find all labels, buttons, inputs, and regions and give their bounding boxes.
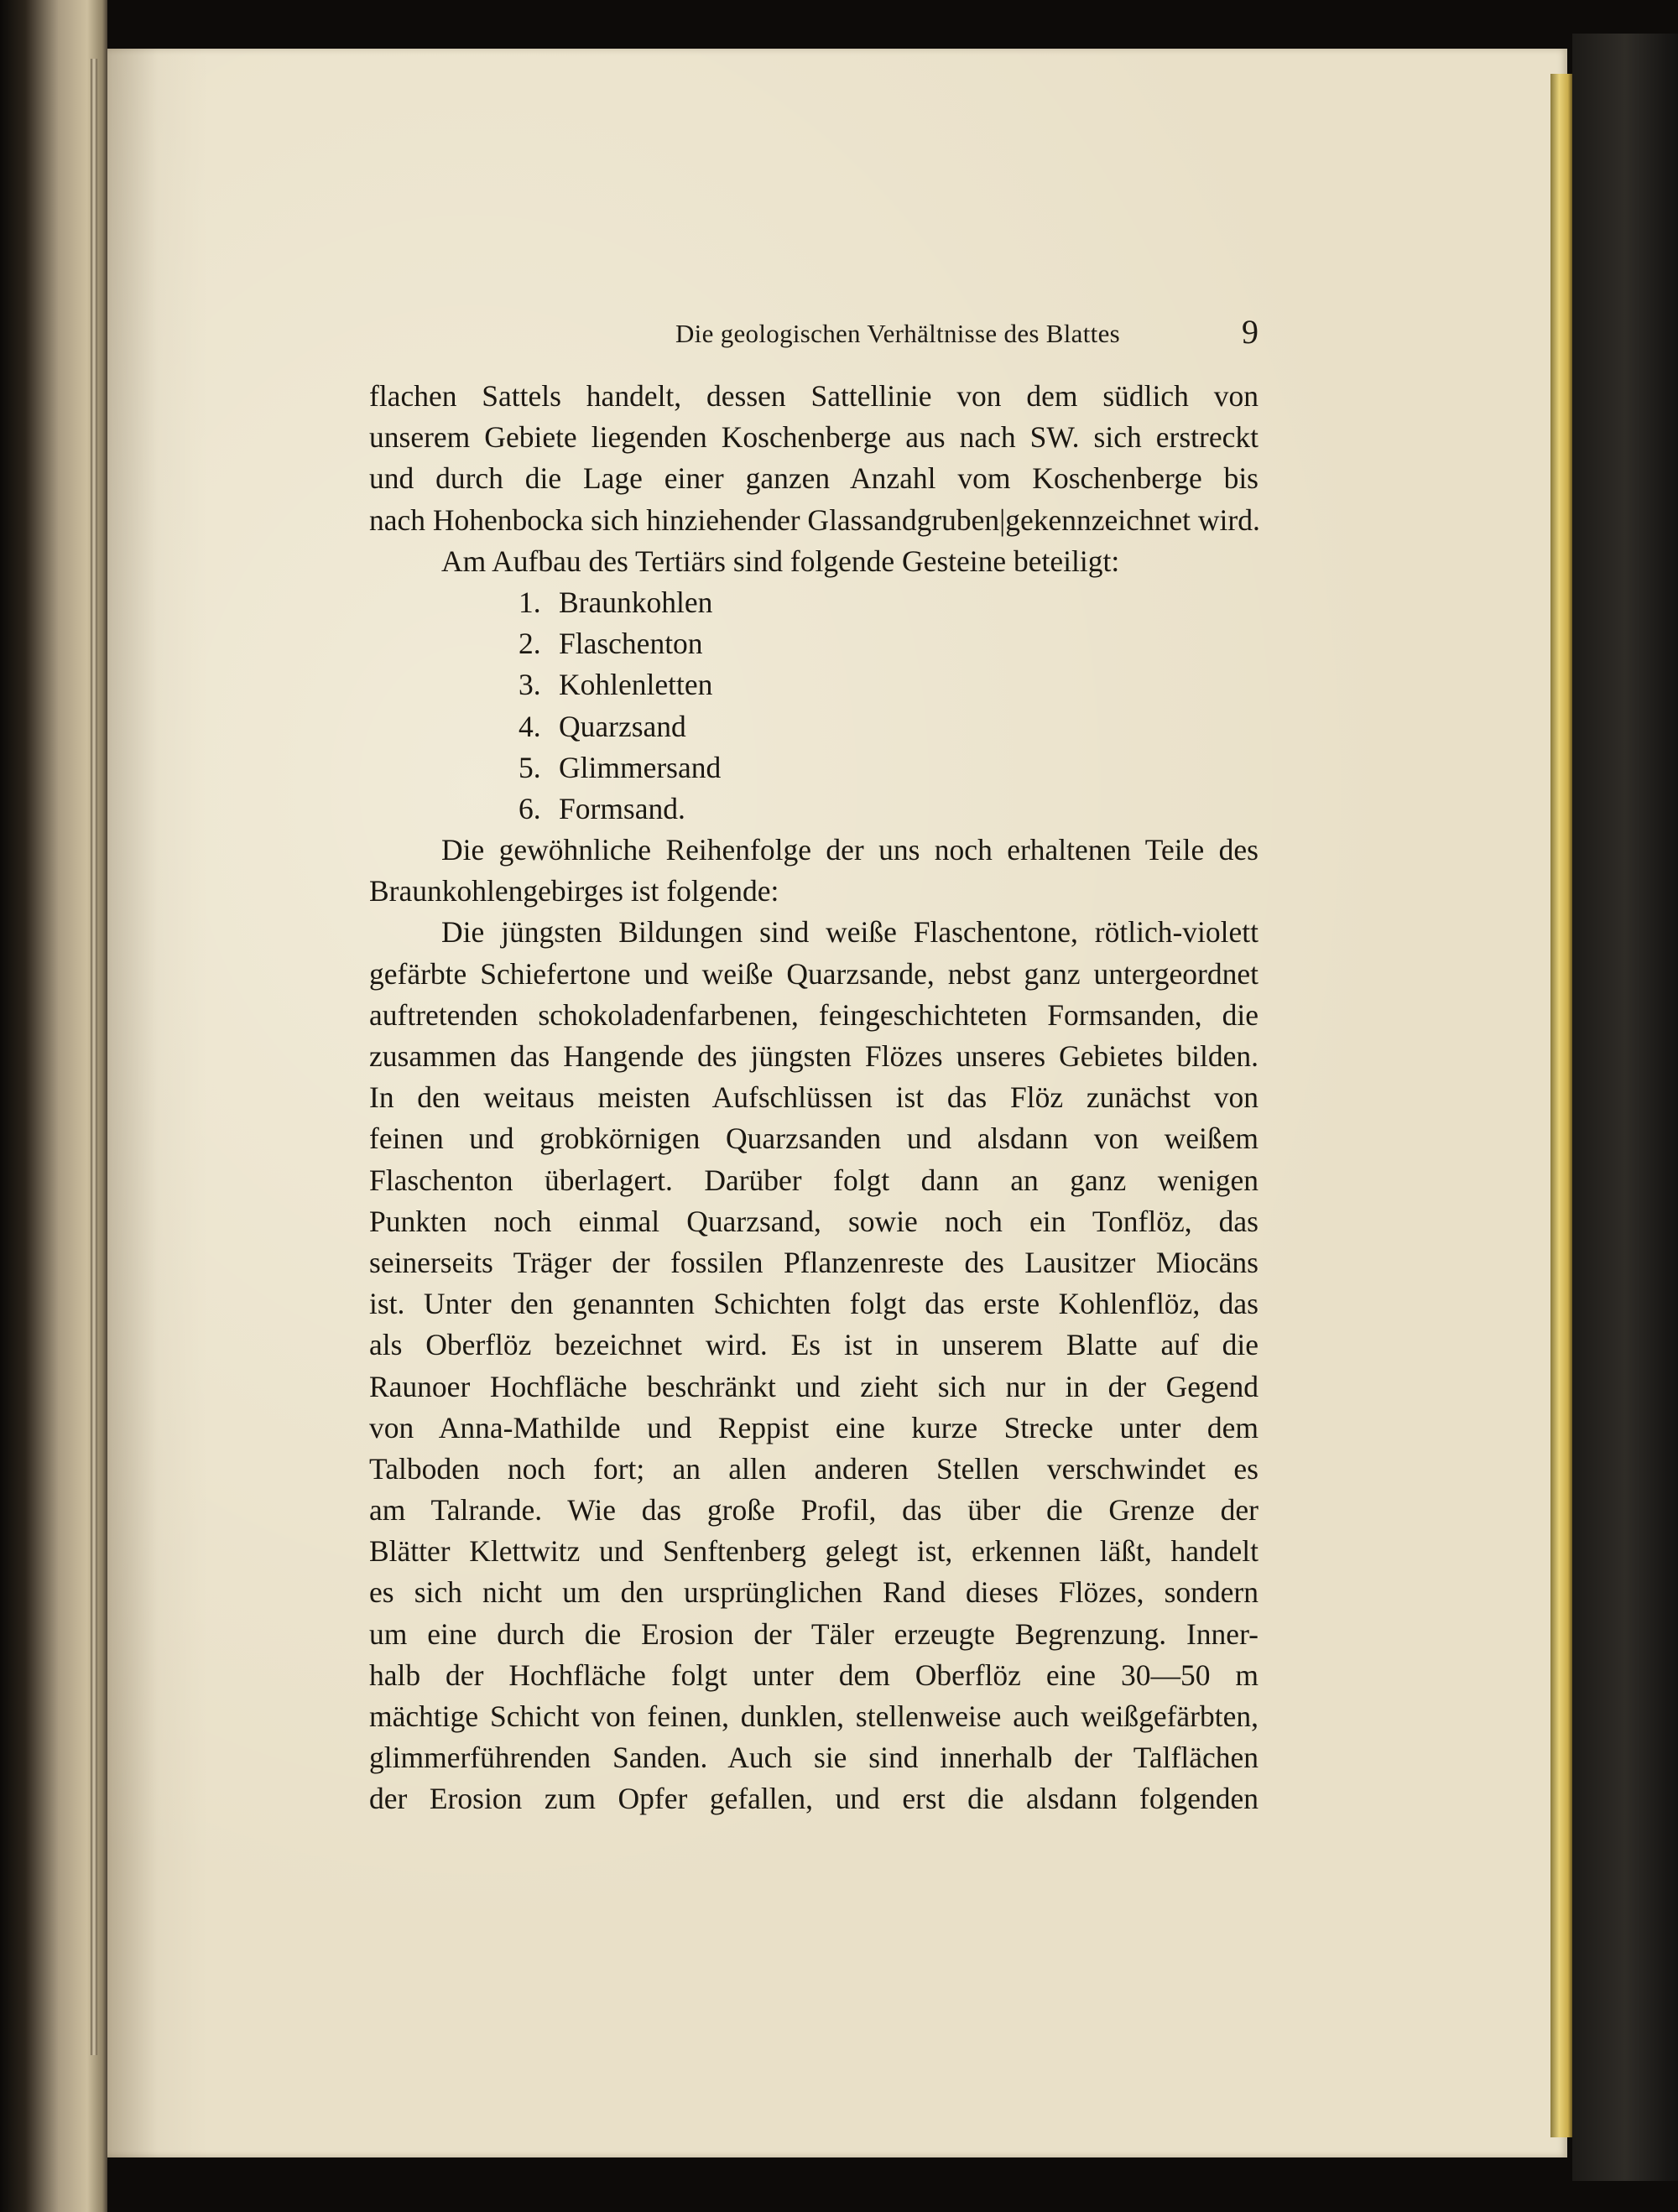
list-number: 6.	[519, 791, 541, 825]
text-line: Am Aufbau des Tertiärs sind folgende Gesteine beteiligt:	[441, 544, 1120, 578]
text-line: ist. Unter den genannten Schichten folgt das erste Kohlenflöz, das	[369, 1287, 1258, 1321]
text-line: unserem Gebiete liegenden Koschenberge aus nach SW. sich erstreckt	[369, 420, 1258, 455]
list-label: Braunkohlen	[559, 585, 713, 619]
list-number: 5.	[519, 750, 541, 784]
list-item	[369, 706, 1258, 747]
text-line: Blätter Klettwitz und Senftenberg gelegt ist, erkennen läßt, handelt	[369, 1534, 1258, 1569]
list-label: Quarzsand	[559, 709, 686, 743]
text-line: und durch die Lage einer ganzen Anzahl vom Koschenberge bis	[369, 461, 1258, 496]
text-line: flachen Sattels handelt, dessen Sattellinie von dem südlich von	[369, 379, 1258, 413]
text-line: der Erosion zum Opfer gefallen, und erst die alsdann folgenden	[369, 1782, 1258, 1816]
book-cover-edge	[1572, 34, 1678, 2181]
list-number: 2.	[519, 627, 541, 661]
facing-page-edge	[0, 0, 107, 2212]
running-head-title: Die geologischen Verhältnisse des Blattes	[675, 319, 1120, 348]
text-line: Braunkohlengebirges ist folgende:	[369, 874, 779, 908]
list-label: Glimmersand	[559, 750, 722, 784]
text-line: In den weitaus meisten Aufschlüssen ist das Flöz zunächst von	[369, 1080, 1258, 1115]
page-edge-gilt	[1550, 74, 1572, 2137]
list-label: Kohlenletten	[559, 668, 713, 702]
text-line: nach Hohenbocka sich hinziehender Glassandgruben|gekennzeichnet wird.	[369, 502, 1260, 537]
text-line: Talboden noch fort; an allen anderen Stellen verschwindet es	[369, 1451, 1258, 1486]
text-line: auftretenden schokoladenfarbenen, feingeschichteten Formsanden, die	[369, 997, 1258, 1032]
text-line: halb der Hochfläche folgt unter dem Oberflöz eine 30—50 m	[369, 1658, 1258, 1692]
text-line: mächtige Schicht von feinen, dunklen, stellenweise auch weißgefärbten,	[369, 1699, 1258, 1733]
text-line: feinen und grobkörnigen Quarzsanden und alsdann von weißem	[369, 1122, 1258, 1156]
list-label: Flaschenton	[559, 627, 703, 661]
book-gutter	[91, 59, 97, 2055]
list-label: Formsand.	[559, 791, 685, 825]
text-line: glimmerführenden Sanden. Auch sie sind innerhalb der Talflächen	[369, 1741, 1258, 1775]
text-line: Die jüngsten Bildungen sind weiße Flaschentone, rötlich-violett	[441, 915, 1258, 950]
list-item	[369, 747, 1258, 789]
list-item	[369, 582, 1258, 623]
list-item	[369, 664, 1258, 705]
text-line: es sich nicht um den ursprünglichen Rand dieses Flözes, sondern	[369, 1575, 1258, 1610]
list-item	[369, 623, 1258, 664]
text-line: von Anna-Mathilde und Reppist eine kurze Strecke unter dem	[369, 1410, 1258, 1444]
running-head	[369, 312, 1258, 362]
text-line: zusammen das Hangende des jüngsten Flözes unseres Gebietes bilden.	[369, 1039, 1258, 1073]
body-text	[369, 376, 1258, 1820]
list-number: 1.	[519, 585, 541, 619]
page-number: 9	[1242, 313, 1258, 351]
text-line: seinerseits Träger der fossilen Pflanzenreste des Lausitzer Miocäns	[369, 1245, 1258, 1279]
text-line: Raunoer Hochfläche beschränkt und zieht sich nur in der Gegend	[369, 1369, 1258, 1403]
text-line: Die gewöhnliche Reihenfolge der uns noch erhaltenen Teile des	[441, 833, 1258, 867]
text-line: als Oberflöz bezeichnet wird. Es ist in unserem Blatte auf die	[369, 1328, 1258, 1362]
list-number: 4.	[519, 709, 541, 743]
list-number: 3.	[519, 668, 541, 702]
text-line: Flaschenton überlagert. Darüber folgt dann an ganz wenigen	[369, 1163, 1258, 1197]
text-line: um eine durch die Erosion der Täler erzeugte Begrenzung. Inner-	[369, 1616, 1258, 1651]
text-line: Punkten noch einmal Quarzsand, sowie noch ein Tonflöz, das	[369, 1204, 1258, 1238]
text-line: gefärbte Schiefertone und weiße Quarzsande, nebst ganz untergeordnet	[369, 956, 1258, 991]
text-line: am Talrande. Wie das große Profil, das über die Grenze der	[369, 1493, 1258, 1528]
list-item	[369, 789, 1258, 830]
